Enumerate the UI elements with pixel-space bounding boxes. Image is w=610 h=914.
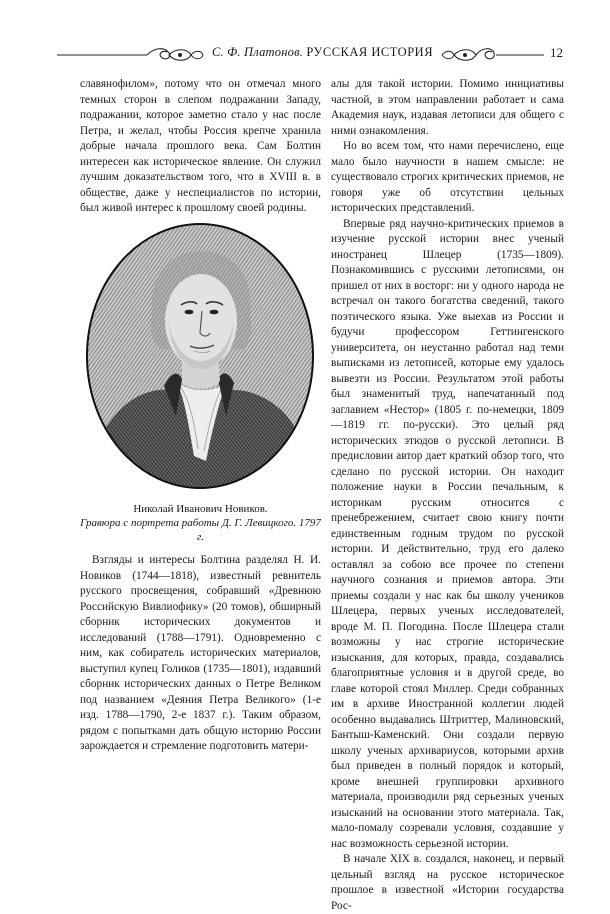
left-column-bottom — [80, 553, 321, 755]
paragraph: Взгляды и интересы Болтина разделял Н. И. Новиков (1744—1818), известный ревнитель русского просвещения, собравший «Древнюю Российскую Вивлиофику» (20 томов), обширный сборник исторических документов и исследований (1788—1791). Одновременно с ним, как собиратель исторических материалов, выступил купец Голиков (1735—1801), издавший сборник исторических данных о Петре Великом под названием «Деяния Петра Великого» (1-е изд. 1788—1790, 2-е 1837 г.). Таким образом, рядом с попытками дать общую историю России зарождается и стремление подготовить матери- — [80, 554, 321, 752]
book-title: РУССКАЯ ИСТОРИЯ — [306, 45, 434, 59]
paragraph: Впервые ряд научно-критических приемов в изучение русской истории внес ученый иностранец Шлецер (1735—1809). Познакомившись с русскими летописями, он пришел от них в восторг: ни у одного народа не встречал он такого богатства сведений, такого поэтического языка. Уже выехав из России и будучи профессором Геттингенского университета, он неустанно работал над теми выписками из летописей, которые ему удалось вывезти из России. Результатом этой работы был знаменитый труд, напечатанный под заглавием «Нестор» (1805 г. по-немецки, 1809—1819 гг. по-русски). Это целый ряд исторических этюдов о русской летописи. В предисловии автор дает краткий обзор того, что сделано по русской истории. Он находит положение науки в России печальным, к историкам русским относится с пренебрежением, считает свою книгу почти единственным годным трудом по русской истории. И действительно, труд его далеко оставлял за собою все прочее по степени научного сознания и приемов автора. Эти приемы создали у нас как бы школу учеников Шлецера, первых ученых исследователей, вроде М. П. Погодина. После Шлецера стали возможны у нас строгие исторические изыскания, для которых, правда, создавались благоприятные условия и в другой среде, во главе которой стоял Миллер. Среди собранных им в архиве Иностранной коллегии людей особенно выдавались Штриттер, Малиновский, Бантыш-Каменский. Они создали первую школу ученых архивариусов, которыми архив был приведен в полный порядок и который, кроме внешней группировки архивного материала, производили ряд серьезных ученых изысканий на основании этого материала. Так, мало-помалу созревали условия, создавшие у нас возможность серьезной истории. — [331, 217, 564, 850]
portrait-engraving — [84, 221, 316, 491]
running-header — [55, 44, 563, 66]
right-column — [331, 77, 564, 914]
figure-caption — [80, 502, 321, 544]
paragraph: В начале XIX в. создался, наконец, и первый цельный взгляд на русское историческое прошлое в известной «Истории государства Рос- — [331, 853, 564, 912]
ornament-left — [55, 46, 205, 64]
running-title — [205, 45, 440, 60]
paragraph: Но во всем том, что нами перечислено, еще мало было научности в нашем смысле: не существовало строгих критических приемов, не говоря уже об отсутствии цельных исторических представлений. — [331, 140, 564, 214]
page-number: 12 — [550, 45, 563, 60]
paragraph: алы для такой истории. Помимо инициативы частной, в этом направлении работает и сама Академия наук, издавая летописи для общего с ними ознакомления. — [331, 78, 564, 137]
caption-credit: Гравюра с портрета работы Д. Г. Левицкого. 1797 г. — [80, 517, 321, 543]
ornament-right — [440, 46, 548, 64]
left-column-top — [80, 77, 321, 217]
author-name: С. Ф. Платонов. — [211, 45, 304, 59]
caption-name: Николай Иванович Новиков. — [133, 503, 268, 515]
paragraph: славянофилом», потому что он отмечал много темных сторон в слепом подражании Западу, подражании, которое заметно стало у нас после Петра, и желал, чтобы Россия крепче хранила добрые начала прошлого века. Сам Болтин интересен как историческое явление. Он служил лучшим доказательством того, что в XVIII в. в обществе, даже у неспециалистов по истории, был живой интерес к прошлому своей родины. — [80, 78, 321, 214]
